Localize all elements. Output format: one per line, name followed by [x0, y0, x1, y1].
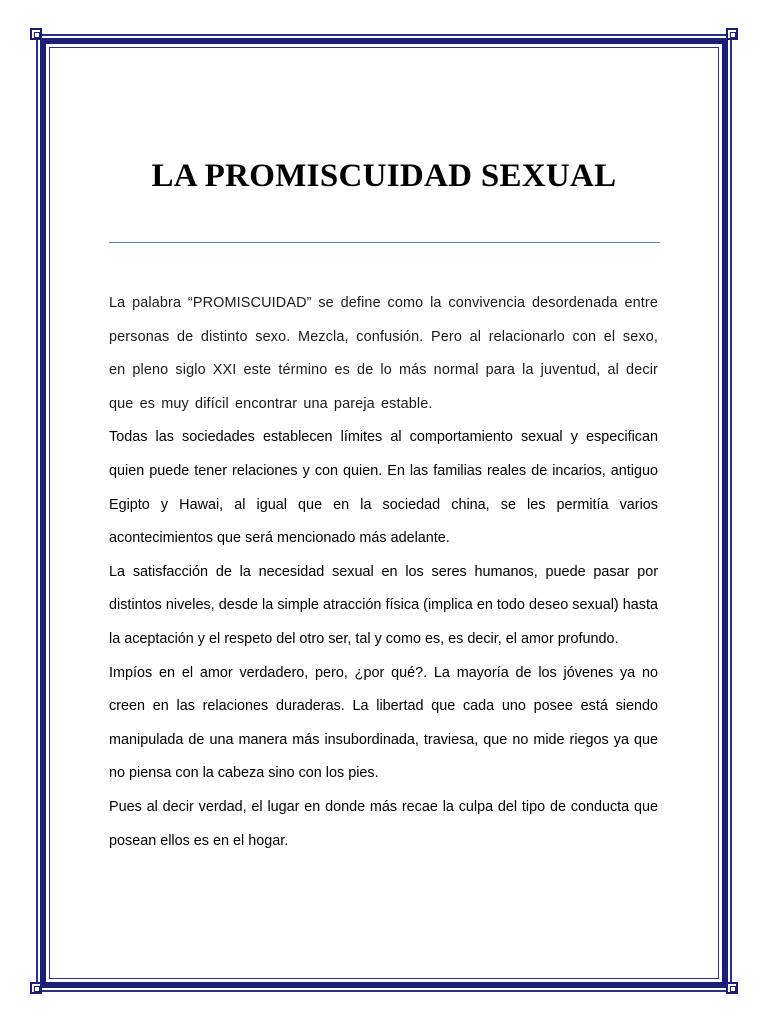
corner-ornament-top-left: [30, 28, 42, 40]
paragraph-1: La palabra “PROMISCUIDAD” se define como la convivencia desordenada entre personas de distinto sexo. Mezcla, confusión. Pero al relacionarlo con el sexo, en pleno siglo XXI este término es de lo más normal para la juventud, al decir que es muy difícil encontrar una pareja estable.: [109, 295, 658, 412]
paragraph-5: Pues al decir verdad, el lugar en donde más recae la culpa del tipo de conducta que posean ellos es en el hogar.: [109, 798, 658, 849]
corner-ornament-bottom-right: [726, 982, 738, 994]
paragraph-3: La satisfacción de la necesidad sexual en los seres humanos, puede pasar por distintos niveles, desde la simple atracción física (implica en todo deseo sexual) hasta la aceptación y el respeto del otro ser, tal y como es, es decir, el amor profundo.: [109, 563, 658, 647]
document-body: [109, 287, 658, 858]
paragraph-4: Impíos en el amor verdadero, pero, ¿por qué?. La mayoría de los jóvenes ya no creen en las relaciones duraderas. La libertad que cada uno posee está siendo manipulada de una manera más insubordinada, traviesa, que no mide riegos ya que no piensa con la cabeza sino con los pies.: [109, 664, 658, 782]
corner-ornament-bottom-left: [30, 982, 42, 994]
paragraph-2: Todas las sociedades establecen límites al comportamiento sexual y especifican quien puede tener relaciones y con quien. En las familias reales de incarios, antiguo Egipto y Hawai, al igual que en la sociedad china, se les permitía varios acontecimientos que será mencionado más adelante.: [109, 429, 658, 547]
document-title: LA PROMISCUIDAD SEXUAL: [151, 158, 617, 194]
title-underline: [109, 242, 660, 243]
corner-ornament-top-right: [726, 28, 738, 40]
